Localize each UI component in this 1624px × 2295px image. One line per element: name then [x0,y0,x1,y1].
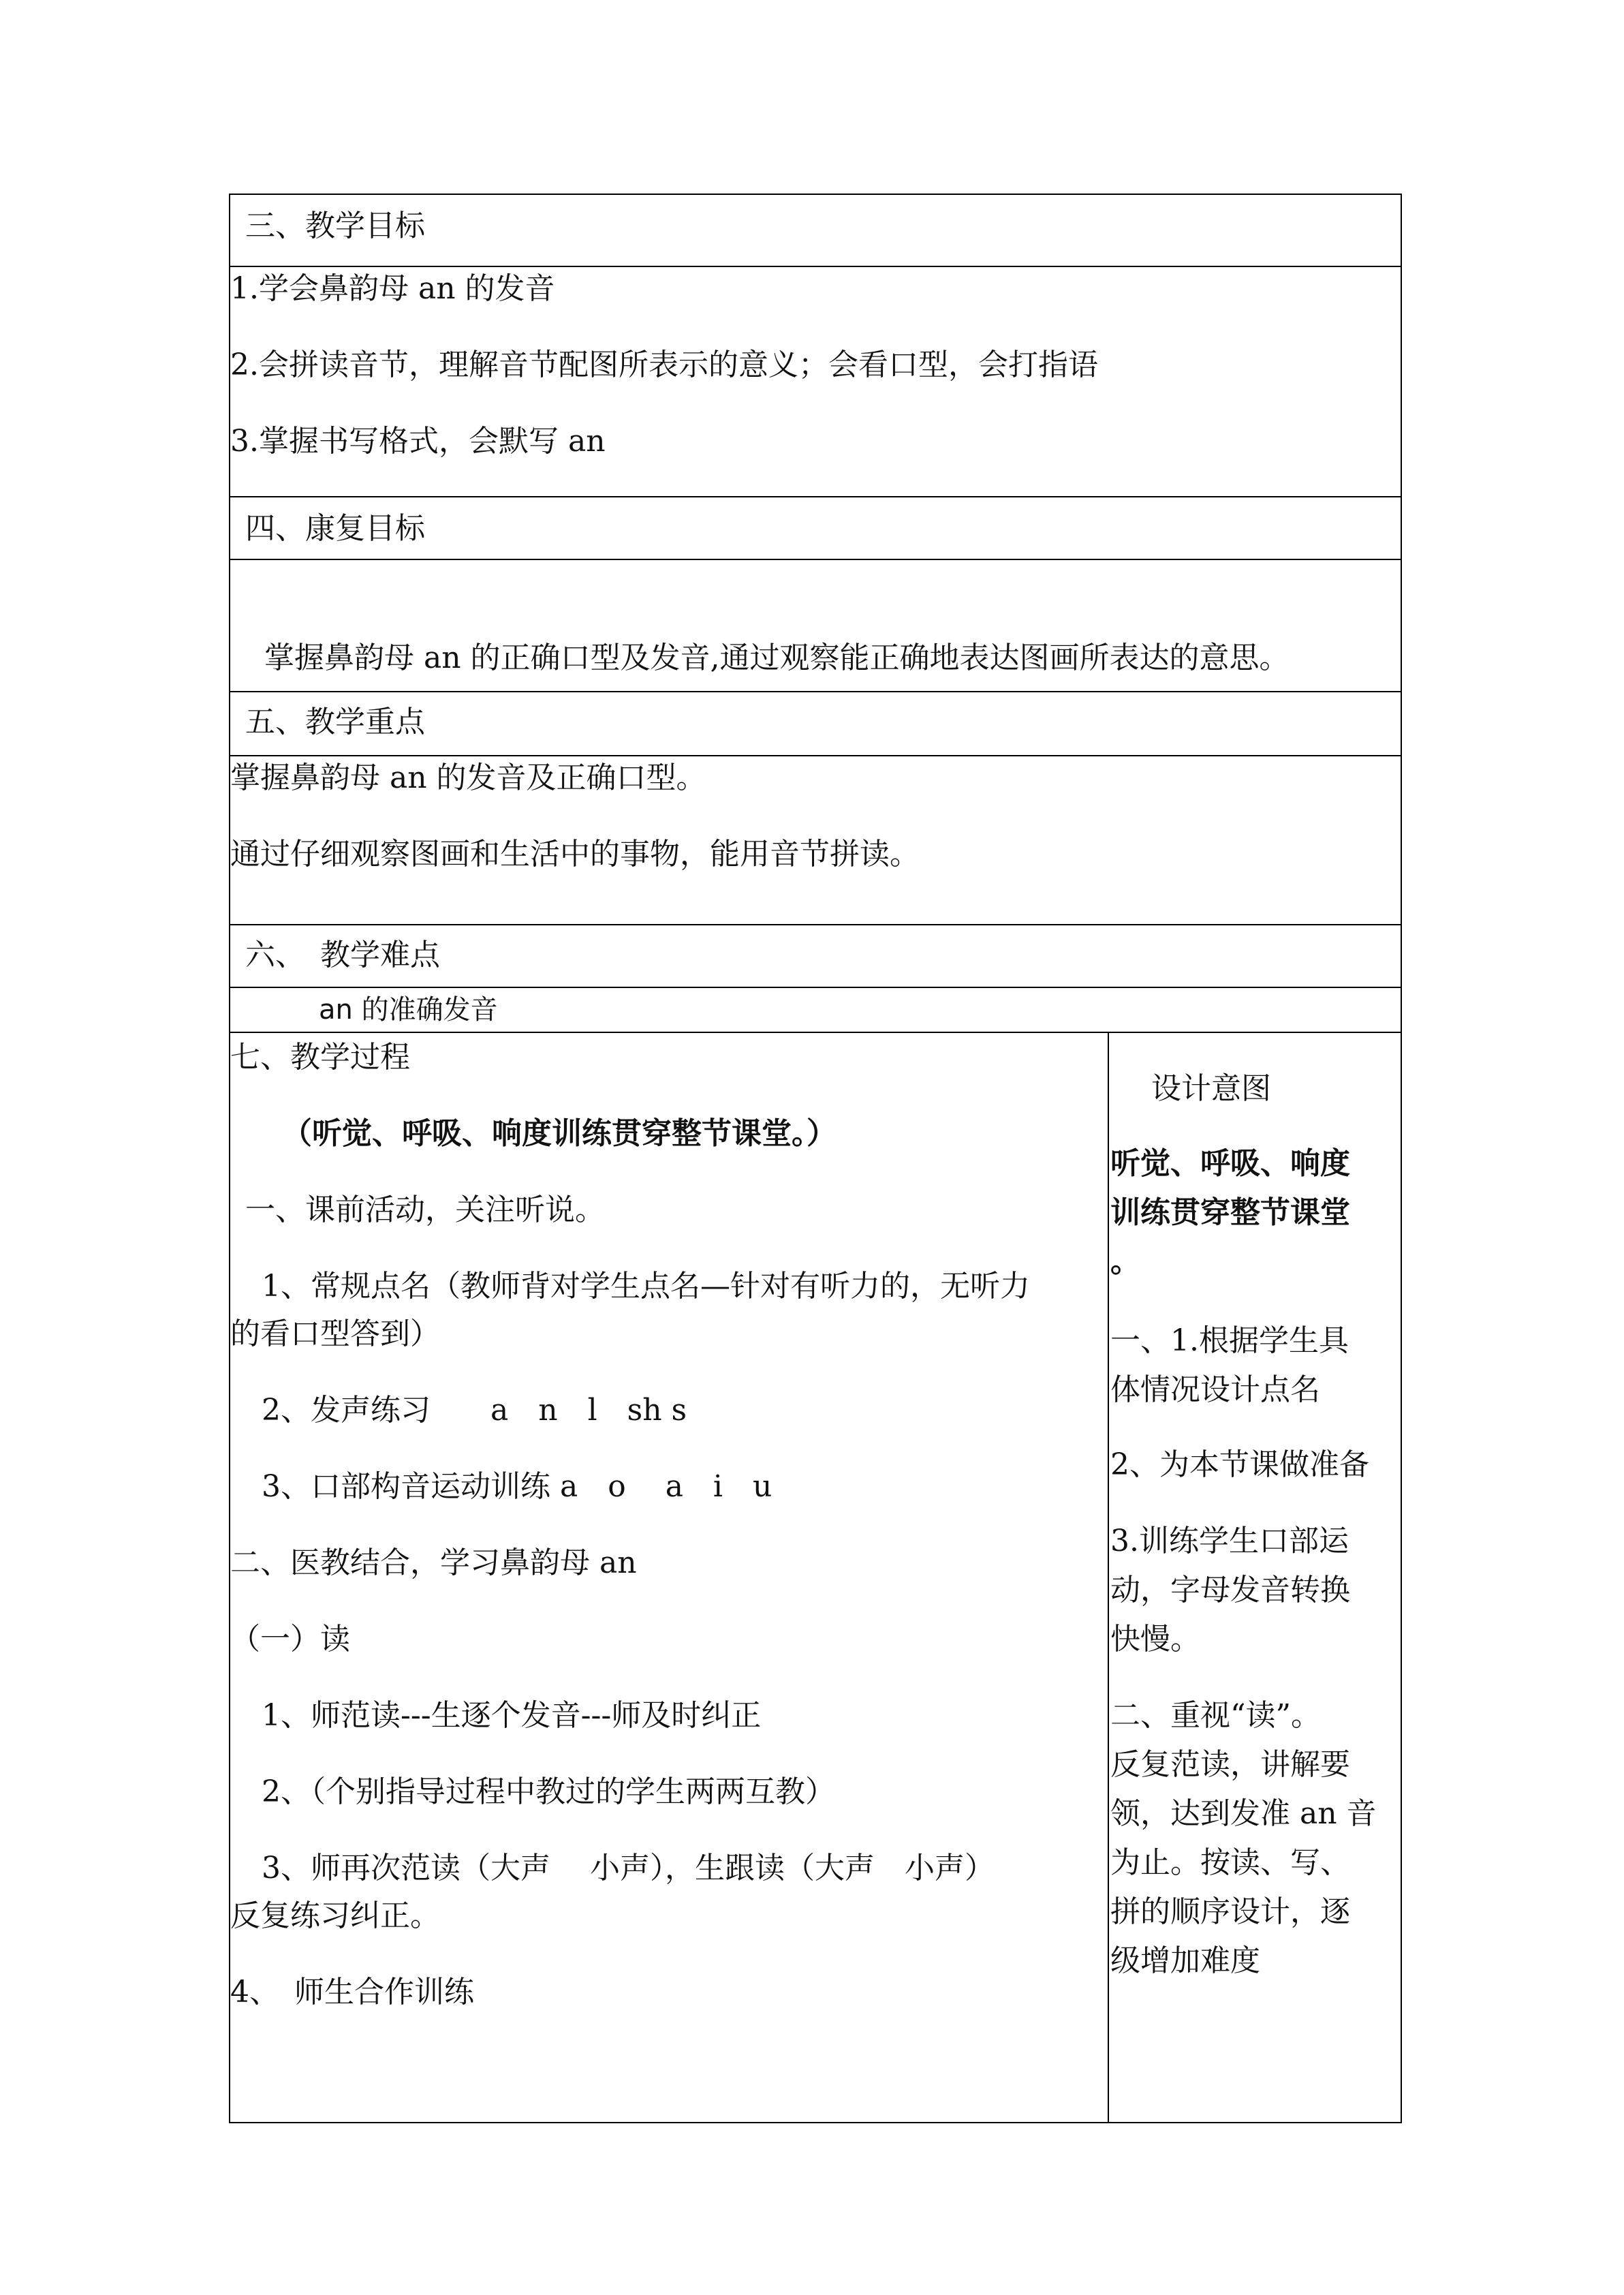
process-line: 的看口型答到） [230,1316,440,1351]
process-line: 1、师范读---生逐个发音---师及时纠正 [262,1698,762,1733]
difficulty-text: an 的准确发音 [319,994,498,1026]
table-border-left [229,194,230,2123]
design-intent-bold-line: 训练贯穿整节课堂 [1110,1195,1350,1230]
teaching-goal-item: 2.会拼读音节，理解音节配图所表示的意义；会看口型，会打指语 [230,348,1098,382]
row-divider [229,1032,1402,1033]
column-divider [1108,1032,1109,2123]
process-line: 1、常规点名（教师背对学生点名—针对有听力的，无听力 [262,1269,1030,1304]
row-divider [229,691,1402,692]
design-intent-line: 二、重视“读”。 [1110,1698,1321,1733]
process-line: 2、（个别指导过程中教过的学生两两互教） [262,1774,835,1809]
row-divider [229,924,1402,925]
table-border-right [1401,194,1402,2123]
row-divider [229,559,1402,560]
design-intent-line: 一、1.根据学生具 [1110,1323,1349,1358]
process-line: 2、发声练习 a n l sh s [262,1393,687,1428]
design-intent-bold-line: 听觉、呼吸、响度 [1110,1146,1350,1181]
process-line: 3、口部构音运动训练 a o a i u [262,1469,772,1504]
design-intent-line: 领，达到发准 an 音 [1110,1796,1377,1831]
process-line: 4、 师生合作训练 [230,1975,474,2009]
section-heading-process: 七、教学过程 [230,1040,410,1075]
teaching-goal-item: 1.学会鼻韵母 an 的发音 [230,271,555,306]
design-intent-line: 体情况设计点名 [1110,1372,1320,1407]
process-line: 一、课前活动，关注听说。 [245,1192,605,1227]
section-heading-difficulties: 六、 教学难点 [245,938,440,972]
process-subtitle: （听觉、呼吸、响度训练贯穿整节课堂。） [282,1116,837,1151]
process-line: 3、师再次范读（大声 小声），生跟读（大声 小声） [262,1851,995,1885]
table-border-bottom [229,2122,1402,2123]
process-line: 反复练习纠正。 [230,1898,440,1933]
row-divider [229,266,1402,267]
design-intent-line: 2、为本节课做准备 [1110,1447,1369,1482]
row-divider [229,987,1402,988]
section-heading-teaching-goals: 三、教学目标 [245,209,425,243]
design-intent-line: 反复范读，讲解要 [1110,1747,1350,1782]
process-line: 二、医教结合，学习鼻韵母 an [230,1545,637,1580]
key-point-item: 通过仔细观察图画和生活中的事物，能用音节拼读。 [230,837,920,872]
design-intent-line: 为止。按读、写、 [1110,1845,1350,1880]
design-intent-line: 3.训练学生口部运 [1110,1524,1349,1558]
teaching-goal-item: 3.掌握书写格式，会默写 an [230,424,606,459]
process-line: （一）读 [230,1622,350,1657]
design-intent-line: 拼的顺序设计，逐 [1110,1894,1350,1929]
section-heading-key-points: 五、教学重点 [245,705,425,739]
design-intent-line: 动，字母发音转换 [1110,1573,1350,1607]
row-divider [229,496,1402,497]
key-point-item: 掌握鼻韵母 an 的发音及正确口型。 [230,760,706,795]
row-divider [229,755,1402,756]
design-intent-line: 快慢。 [1110,1622,1200,1657]
design-intent-line: 级增加难度 [1110,1943,1260,1978]
design-intent-bold-line: 。 [1110,1244,1140,1279]
design-intent-heading: 设计意图 [1151,1071,1271,1106]
section-heading-rehab-goals: 四、康复目标 [245,511,425,546]
table-border-top [229,194,1402,195]
rehab-goal-text: 掌握鼻韵母 an 的正确口型及发音,通过观察能正确地表达图画所表达的意思。 [264,641,1290,675]
